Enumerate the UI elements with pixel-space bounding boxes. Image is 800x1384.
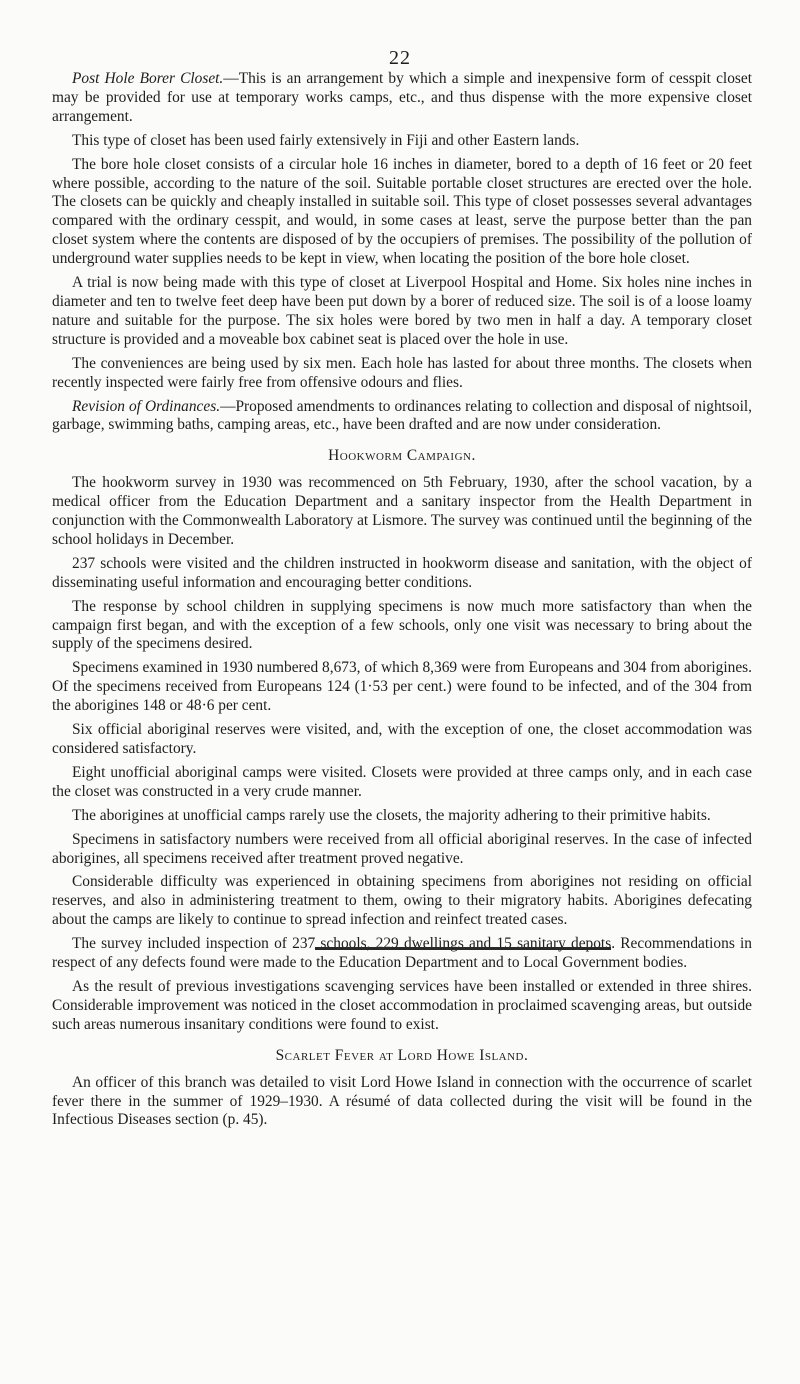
paragraph: This type of closet has been used fairly extensively in Fiji and other Eastern lands.	[72, 131, 580, 149]
section-closets	[52, 70, 752, 435]
paragraph: The hookworm survey in 1930 was recommenced on 5th February, 1930, after the school vacation, by a medical officer from the Education Department and a sanitary inspector from the Health Department in conjunction with the Commonwealth Laboratory at Lismore. The survey was continued until the beginning of the school holidays in December.	[52, 474, 752, 548]
section-heading-hookworm: Hookworm Campaign.	[328, 447, 476, 465]
paragraph: Considerable difficulty was experienced in obtaining specimens from aborigines not residing on official reserves, and also in administering treatment to them, owing to their migratory habits. Aborigines defecating about the camps are likely to continue to spread infection and reinfect treated cases.	[52, 873, 752, 929]
paragraph-lead: Revision of Ordinances.	[72, 397, 221, 415]
paragraph-lead: Post Hole Borer Closet.	[72, 70, 224, 87]
page-body	[52, 70, 752, 1135]
section-scarlet-fever	[52, 1074, 752, 1131]
paragraph: The response by school children in supplying specimens is now much more satisfactory than when the campaign first began, and with the exception of a few schools, only one visit was necessary to bring about the supply of the specimens desired.	[52, 597, 752, 653]
paragraph: The conveniences are being used by six men. Each hole has lasted for about three months. The closets when recently inspected were fairly free from offensive odours and flies.	[52, 354, 752, 391]
paragraph: The survey included inspection of 237 schools, 229 dwellings and 15 sanitary depots. Recommendations in respect of any defects found were made to the Education Department and to Local Government bodies.	[52, 935, 752, 972]
paragraph: An officer of this branch was detailed to visit Lord Howe Island in connection with the occurrence of scarlet fever there in the summer of 1929–1930. A résumé of data collected during the visit will be found in the Infectious Diseases section (p. 45).	[52, 1073, 752, 1129]
section-heading-scarlet-fever: Scarlet Fever at Lord Howe Island.	[275, 1046, 529, 1064]
section-hookworm	[52, 474, 752, 1034]
paragraph: The aborigines at unofficial camps rarely use the closets, the majority adhering to their primitive habits.	[72, 806, 711, 824]
paragraph: 237 schools were visited and the children instructed in hookworm disease and sanitation, with the object of disseminating useful information and encouraging better conditions.	[52, 554, 752, 591]
paragraph: Post Hole Borer Closet.—This is an arrangement by which a simple and inexpensive form of cesspit closet may be provided for use at temporary works camps, etc., and thus dispense with the more expensive closet arrangement.	[52, 70, 753, 125]
page-number: 22	[389, 47, 411, 69]
paragraph: As the result of previous investigations scavenging services have been installed or extended in three shires. Considerable improvement was noticed in the closet accommodation in proclaimed scavenging areas, but outside such areas numerous insanitary conditions were found to exist.	[52, 977, 752, 1033]
horizontal-rule	[315, 947, 611, 950]
paragraph: Revision of Ordinances.—Proposed amendments to ordinances relating to collection and disposal of nightsoil, garbage, swimming baths, camping areas, etc., have been drafted and are now under consideration.	[52, 397, 752, 434]
paragraph: The bore hole closet consists of a circular hole 16 inches in diameter, bored to a depth of 16 feet or 20 feet where possible, according to the nature of the soil. Suitable portable closet structures are erected over the hole. The closets can be quickly and cheaply installed in suitable soil. This type of closet possesses several advantages compared with the ordinary cesspit, and would, in some cases at least, serve the purpose better than the pan closet system where the contents are disposed of by the occupiers of premises. The possibility of the pollution of underground water supplies needs to be kept in view, when locating the position of the bore hole closet.	[52, 155, 752, 268]
paragraph: A trial is now being made with this type of closet at Liverpool Hospital and Home. Six holes nine inches in diameter and ten to twelve feet deep have been put down by a borer of reduced size. The soil is of a loose loamy nature and suitable for the purpose. The six holes were bored by two men in half a day. A temporary closet structure is provided and a moveable box cabinet seat is placed over the hole in use.	[52, 274, 752, 348]
paragraph: Six official aboriginal reserves were visited, and, with the exception of one, the closet accommodation was considered satisfactory.	[52, 721, 752, 757]
paragraph: Specimens examined in 1930 numbered 8,673, of which 8,369 were from Europeans and 304 from aborigines. Of the specimens received from Europeans 124 (1·53 per cent.) were found to be infected, and of the 304 from the aborigines 148 or 48·6 per cent.	[52, 659, 753, 715]
paragraph: Specimens in satisfactory numbers were received from all official aboriginal reserves. In the case of infected aborigines, all specimens received after treatment proved negative.	[52, 830, 752, 867]
paragraph: Eight unofficial aboriginal camps were visited. Closets were provided at three camps only, and in each case the closet was constructed in a very crude manner.	[52, 763, 752, 800]
